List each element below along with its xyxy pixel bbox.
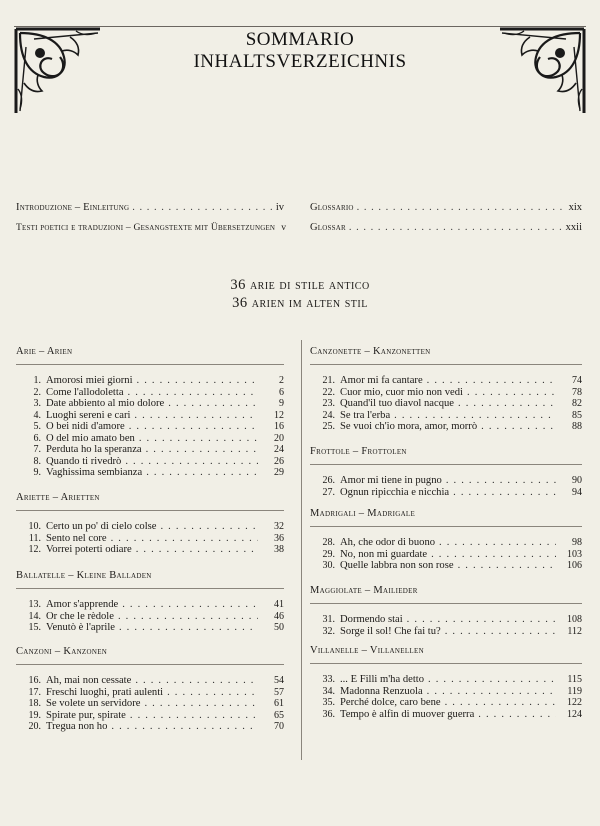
section-list — [310, 475, 582, 498]
entry-title: Madonna Renzuola — [340, 685, 423, 697]
toc-entry[interactable] — [16, 599, 284, 611]
dot-leader — [167, 687, 258, 699]
section-title: Ballatelle – Kleine Balladen — [16, 570, 152, 581]
entry-number: 3. — [33, 398, 41, 409]
entry-title: Ah, che odor di buono — [340, 537, 436, 548]
section-rule — [16, 364, 284, 365]
entry-number: 6. — [33, 432, 41, 444]
entry-title: Se volete un servidore — [46, 698, 141, 709]
front-entry-label: Testi poetici e traduzioni – Gesangstexte mit Übersetzungen — [16, 222, 276, 233]
entry-number: 34. — [322, 685, 335, 697]
front-entry-label: Introduzione – Einleitung — [16, 202, 130, 213]
section-list — [310, 614, 582, 637]
entry-number: 14. — [28, 610, 41, 622]
dot-leader — [453, 487, 556, 499]
entry-title: Sorge il sol! Che fai tu? — [340, 625, 441, 637]
dot-leader — [431, 549, 556, 561]
toc-entry[interactable] — [310, 398, 582, 410]
collection-subtitle: 36 arie di stile antico — [230, 277, 370, 293]
entry-title: O bei nidi d'amore — [46, 421, 125, 432]
toc-entry[interactable] — [16, 622, 284, 634]
section-rule — [16, 664, 284, 665]
toc-entry[interactable] — [310, 475, 582, 487]
entry-page: 46 — [274, 610, 284, 622]
entry-page: 103 — [567, 548, 582, 560]
dot-leader — [111, 533, 258, 545]
entry-title: Vorrei poterti odiare — [46, 544, 132, 555]
dot-leader — [439, 537, 556, 549]
entry-number: 7. — [33, 444, 41, 455]
collection-subtitle-german: 36 arien im alten stil — [232, 295, 368, 311]
toc-entry[interactable] — [16, 675, 284, 687]
entry-number: 2. — [33, 386, 41, 398]
entry-page: 16 — [274, 421, 284, 432]
toc-section — [310, 585, 582, 637]
entry-number: 23. — [322, 398, 335, 409]
entry-title: Ognun ripicchia e nicchia — [340, 486, 450, 498]
entry-number: 16. — [28, 675, 41, 686]
entry-title: Tregua non ho — [46, 721, 108, 732]
entry-title: Luoghi sereni e cari — [46, 409, 131, 421]
entry-page: 29 — [274, 467, 284, 478]
entry-number: 10. — [28, 521, 41, 532]
entry-number: 13. — [28, 599, 41, 610]
dot-leader — [130, 710, 258, 722]
entry-number: 20. — [28, 721, 41, 732]
entry-page: 94 — [572, 486, 582, 498]
entry-page: 70 — [274, 721, 284, 732]
entry-page: 65 — [274, 709, 284, 721]
entry-title: Certo un po' di cielo colse — [46, 521, 157, 532]
entry-title: Amor mi tiene in pugno — [340, 475, 442, 486]
section-rule — [310, 603, 582, 604]
entry-number: 22. — [322, 386, 335, 398]
entry-page: 9 — [279, 398, 284, 409]
front-entry-page: xxii — [565, 222, 582, 233]
toc-entry[interactable] — [310, 387, 582, 399]
entry-number: 32. — [322, 625, 335, 637]
entry-page: 36 — [274, 532, 284, 544]
section-title: Canzoni – Kanzonen — [16, 646, 108, 657]
front-entry-testi[interactable] — [16, 222, 284, 233]
front-entry-glossario[interactable] — [310, 202, 582, 213]
toc-entry[interactable] — [16, 444, 284, 456]
section-rule — [16, 588, 284, 589]
dot-leader — [119, 622, 258, 634]
section-title: Arie – Arien — [16, 346, 73, 357]
section-title: Maggiolate – Mailieder — [310, 585, 418, 596]
entry-page: 78 — [572, 386, 582, 398]
dot-leader — [478, 709, 556, 721]
dot-leader — [168, 398, 258, 410]
entry-page: 57 — [274, 686, 284, 698]
dot-leader — [129, 421, 258, 433]
dot-leader — [135, 675, 258, 687]
toc-entry[interactable] — [16, 721, 284, 733]
entry-title: Quando ti rivedrò — [46, 455, 122, 467]
front-entry-page: iv — [275, 202, 284, 213]
section-list — [16, 599, 284, 634]
entry-page: 74 — [572, 375, 582, 386]
entry-number: 27. — [322, 486, 335, 498]
toc-entry[interactable] — [16, 687, 284, 699]
entry-number: 24. — [322, 409, 335, 421]
section-rule — [16, 510, 284, 511]
section-title: Madrigali – Madrigale — [310, 508, 416, 519]
dot-leader — [428, 674, 556, 686]
entry-page: 50 — [274, 622, 284, 633]
front-entry-introduzione[interactable] — [16, 202, 284, 213]
dot-leader — [445, 697, 556, 709]
section-rule — [310, 526, 582, 527]
toc-entry[interactable] — [16, 710, 284, 722]
toc-section — [16, 570, 284, 634]
entry-title: Date abbiento al mio dolore — [46, 398, 165, 409]
toc-entry[interactable] — [16, 387, 284, 399]
entry-number: 5. — [33, 421, 41, 432]
toc-section — [310, 645, 582, 720]
toc-entry[interactable] — [310, 674, 582, 686]
section-list — [16, 675, 284, 733]
toc-entry[interactable] — [310, 375, 582, 387]
entry-number: 8. — [33, 455, 41, 467]
dot-leader — [407, 614, 556, 626]
entry-title: Cuor mio, cuor mio non vedi — [340, 386, 463, 398]
entry-title: O del mio amato ben — [46, 432, 135, 444]
entry-title: Perduta ho la speranza — [46, 444, 142, 455]
entry-title: No, non mi guardate — [340, 548, 428, 560]
toc-entry[interactable] — [310, 421, 582, 433]
entry-page: 88 — [572, 421, 582, 432]
entry-title: Come l'allodoletta — [46, 386, 124, 398]
dot-leader — [458, 398, 556, 410]
entry-page: 26 — [274, 455, 284, 467]
dot-leader — [125, 456, 258, 468]
entry-number: 26. — [322, 475, 335, 486]
entry-page: 20 — [274, 432, 284, 444]
entry-number: 12. — [28, 544, 41, 555]
entry-title: Quand'il tuo diavol nacque — [340, 398, 454, 409]
dot-leader — [146, 467, 258, 479]
section-title: Ariette – Arietten — [16, 492, 100, 503]
entry-page: 24 — [274, 444, 284, 455]
toc-entry[interactable] — [310, 487, 582, 499]
entry-number: 21. — [322, 375, 335, 386]
front-entry-label: Glossario — [310, 202, 354, 213]
section-rule — [310, 364, 582, 365]
toc-entry[interactable] — [310, 626, 582, 638]
toc-entry[interactable] — [310, 709, 582, 721]
front-entry-label: Glossar — [310, 222, 346, 233]
dot-leader — [446, 475, 556, 487]
entry-title: ... E Filli m'ha detto — [340, 674, 425, 685]
entry-number: 36. — [322, 708, 335, 720]
entry-number: 28. — [322, 537, 335, 548]
toc-entry[interactable] — [16, 375, 284, 387]
entry-page: 2 — [279, 375, 284, 386]
toc-entry[interactable] — [310, 560, 582, 572]
toc-entry[interactable] — [16, 521, 284, 533]
section-list — [16, 375, 284, 479]
toc-entry[interactable] — [16, 421, 284, 433]
entry-title: Amorosi miei giorni — [46, 375, 133, 386]
section-title: Frottole – Frottolen — [310, 446, 407, 457]
entry-number: 30. — [322, 560, 335, 571]
entry-number: 4. — [33, 409, 41, 421]
dot-leader — [122, 599, 258, 611]
entry-title: Amor s'apprende — [46, 599, 119, 610]
dot-leader — [458, 560, 556, 572]
toc-entry[interactable] — [16, 611, 284, 623]
entry-page: 112 — [567, 625, 582, 637]
page-title-german: INHALTSVERZEICHNIS — [193, 51, 407, 72]
entry-page: 115 — [567, 674, 582, 685]
toc-section — [16, 346, 284, 479]
entry-number: 15. — [28, 622, 41, 633]
entry-page: 41 — [274, 599, 284, 610]
entry-page: 61 — [274, 698, 284, 709]
entry-page: 54 — [274, 675, 284, 686]
entry-title: Vaghissima sembianza — [46, 467, 143, 478]
entry-title: Perché dolce, caro bene — [340, 697, 441, 708]
toc-section — [310, 508, 582, 572]
dot-leader — [118, 611, 258, 623]
entry-number: 31. — [322, 614, 335, 625]
dot-leader — [445, 626, 556, 638]
entry-title: Se vuoi ch'io mora, amor, morrò — [340, 421, 478, 432]
entry-title: Or che le rèdole — [46, 610, 114, 622]
dot-leader — [427, 686, 556, 698]
toc-entry[interactable] — [310, 697, 582, 709]
dot-leader — [160, 521, 258, 533]
toc-entry[interactable] — [16, 398, 284, 410]
entry-number: 18. — [28, 698, 41, 709]
entry-page: 38 — [274, 544, 284, 555]
entry-page: 6 — [279, 386, 284, 398]
toc-entry[interactable] — [310, 614, 582, 626]
section-rule — [310, 464, 582, 465]
toc-entry[interactable] — [310, 537, 582, 549]
section-list — [16, 521, 284, 556]
dot-leader — [136, 544, 258, 556]
entry-title: Spirate pur, spirate — [46, 709, 126, 721]
entry-page: 122 — [567, 697, 582, 708]
dot-leader — [427, 375, 556, 387]
entry-title: Se tra l'erba — [340, 409, 391, 421]
toc-entry[interactable] — [310, 410, 582, 422]
entry-page: 98 — [572, 537, 582, 548]
toc-entry[interactable] — [16, 544, 284, 556]
entry-number: 33. — [322, 674, 335, 685]
toc-section — [310, 446, 582, 498]
entry-title: Venutò è l'aprile — [46, 622, 115, 633]
entry-page: 124 — [567, 708, 582, 720]
entry-number: 19. — [28, 709, 41, 721]
entry-title: Ah, mai non cessate — [46, 675, 132, 686]
toc-section — [16, 492, 284, 556]
toc-entry[interactable] — [16, 467, 284, 479]
entry-page: 85 — [572, 409, 582, 421]
section-title: Villanelle – Villanellen — [310, 645, 424, 656]
dot-leader — [144, 698, 258, 710]
section-title: Canzonette – Kanzonetten — [310, 346, 431, 357]
entry-title: Dormendo stai — [340, 614, 403, 625]
entry-number: 25. — [322, 421, 335, 432]
dot-leader — [467, 387, 556, 399]
entry-number: 17. — [28, 686, 41, 698]
section-list — [310, 375, 582, 433]
toc-entry[interactable] — [16, 433, 284, 445]
dot-leader — [111, 721, 258, 733]
toc-entry[interactable] — [16, 456, 284, 468]
column-divider — [301, 340, 302, 760]
entry-title: Amor mi fa cantare — [340, 375, 423, 386]
entry-title: Tempo è alfin di muover guerra — [340, 708, 475, 720]
entry-page: 90 — [572, 475, 582, 486]
section-list — [310, 674, 582, 720]
entry-number: 35. — [322, 697, 335, 708]
dot-leader — [134, 410, 258, 422]
entry-page: 106 — [567, 560, 582, 571]
entry-title: Freschi luoghi, prati aulenti — [46, 686, 164, 698]
dot-leader — [394, 410, 556, 422]
entry-title: Quelle labbra non son rose — [340, 560, 454, 571]
toc-entry[interactable] — [310, 686, 582, 698]
section-rule — [310, 663, 582, 664]
toc-entry[interactable] — [16, 698, 284, 710]
dot-leader — [481, 421, 556, 433]
toc-section — [16, 646, 284, 733]
toc-section — [310, 346, 582, 433]
toc-entry[interactable] — [310, 549, 582, 561]
entry-number: 9. — [33, 467, 41, 478]
front-entry-glossar[interactable] — [310, 222, 582, 233]
entry-page: 32 — [274, 521, 284, 532]
dot-leader — [137, 375, 258, 387]
page-title: SOMMARIO — [245, 29, 355, 50]
toc-entry[interactable] — [16, 410, 284, 422]
section-list — [310, 537, 582, 572]
entry-page: 12 — [274, 409, 284, 421]
entry-number: 11. — [28, 532, 41, 544]
entry-number: 1. — [33, 375, 41, 386]
entry-page: 82 — [572, 398, 582, 409]
entry-page: 108 — [567, 614, 582, 625]
dot-leader — [128, 387, 258, 399]
entry-number: 29. — [322, 548, 335, 560]
toc-entry[interactable] — [16, 533, 284, 545]
front-entry-page: xix — [568, 202, 582, 213]
entry-title: Sento nel core — [46, 532, 107, 544]
dot-leader — [139, 433, 258, 445]
entry-page: 119 — [567, 685, 582, 697]
front-entry-page: v — [281, 222, 286, 233]
dot-leader — [146, 444, 258, 456]
